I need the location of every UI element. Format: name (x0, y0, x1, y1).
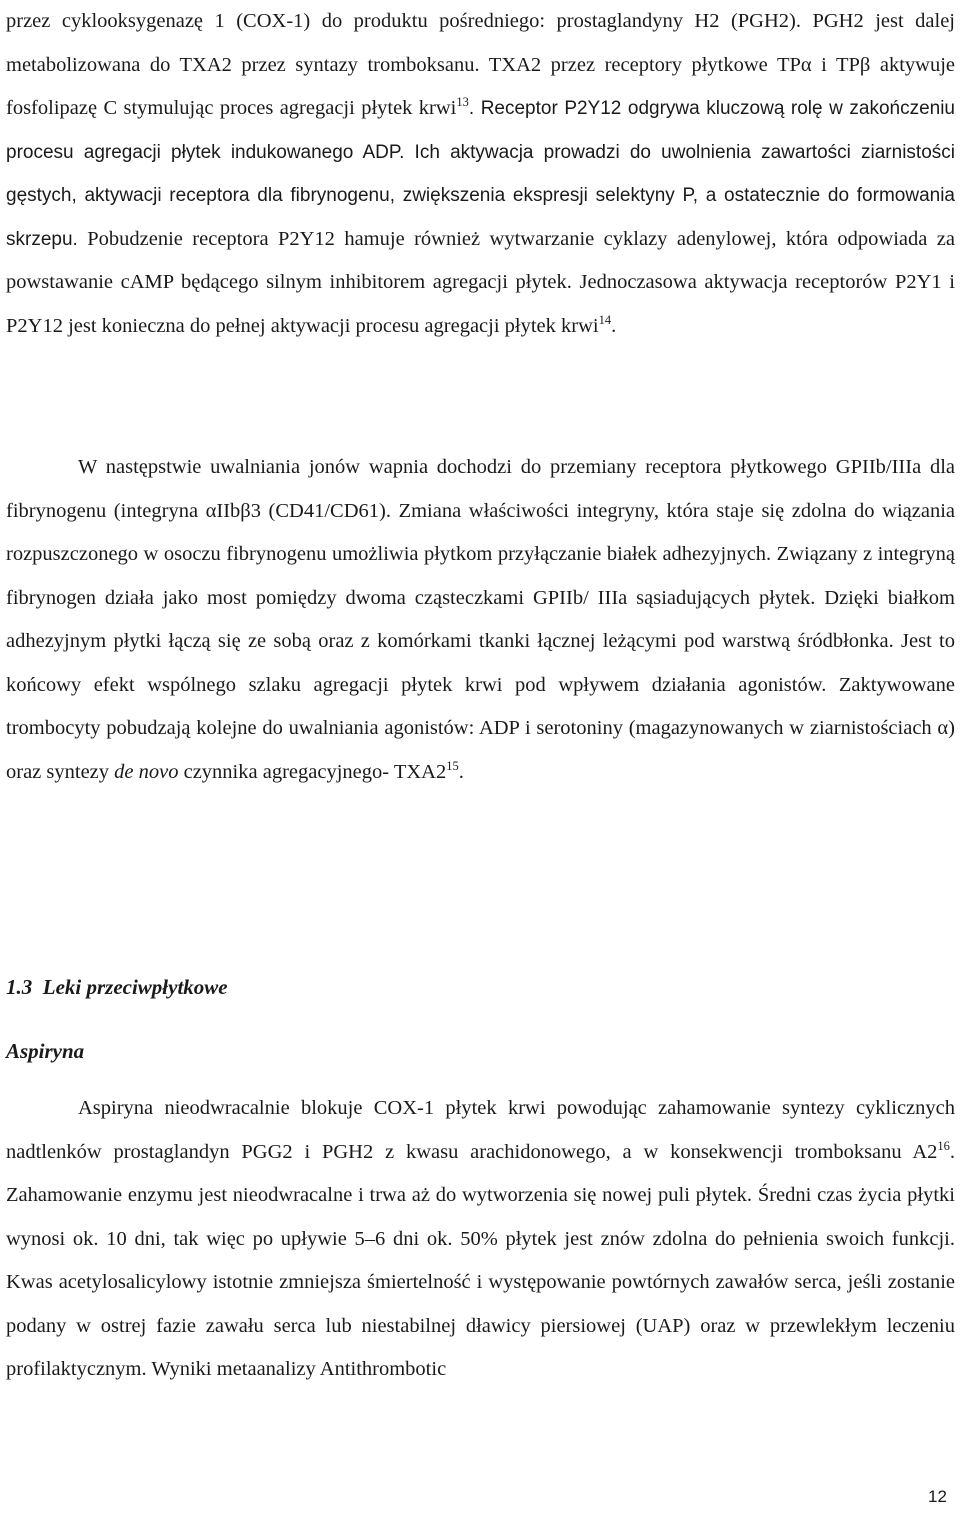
section-heading (6, 966, 228, 1009)
text-run: . Zahamowanie enzymu jest nieodwracalne i trwa aż do wytworzenia się nowej puli płytek. Średni czas życia płytki wynosi ok. 10 dni, tak więc po upływie 5–6 dni ok. 50% płytek jest znów zdolna do pełnienia swoich funkcji. Kwas acetylosalicylowy istotnie zmniejsza śmiertelność i występowanie powtórnych zawałów serca, jeśli zostanie podany w ostrej fazie zawału serca lub niestabilnej dławicy piersiowej (UAP) oraz w przewlekłym leczeniu profilaktycznym. Wyniki metaanalizy Antithrombotic (6, 1140, 955, 1380)
paragraph-platelet-activation (6, 0, 955, 348)
paragraph-aspirin (6, 1087, 955, 1392)
citation-ref: 14 (598, 312, 612, 327)
citation-ref: 13 (456, 95, 469, 109)
text-run: Ich aktywacja prowadzi do uwolnienia zawartości ziarnistości gęstych, aktywacji receptora dla fibrynogenu, zwiększenia ekspresji selektyny P, a ostatecznie do formowania skrzepu. (6, 141, 955, 250)
citation-ref: 16 (937, 1138, 950, 1153)
text-run: Aspiryna nieodwracalnie blokuje COX-1 płytek krwi powodując zahamowanie syntezy cyklicznych nadtlenków prostaglandyn PGG2 i PGH2 z kwasu arachidonowego, a w konsekwencji tromboksanu A2 (6, 1097, 955, 1163)
text-run: . (611, 314, 617, 337)
section-number: 1.3 (6, 975, 33, 999)
page-number: 12 (928, 1487, 947, 1506)
text-run: czynnika agregacyjnego- TXA2 (178, 760, 447, 783)
citation-ref: 15 (446, 758, 459, 773)
paragraph-integrin (6, 446, 955, 794)
text-run: przez cyklooksygenazę 1 (COX-1) do produktu pośredniego: prostaglandyny H2 (PGH2). PGH2 jest dalej metabolizowana do TXA2 przez syntazy tromboksanu. TXA2 przez receptory płytkowe TPα i TPβ aktywuje fosfolipazę C stymulując proces agregacji płytek krwi (6, 10, 955, 119)
text-run: . (458, 760, 464, 783)
italic-term: de novo (114, 760, 179, 783)
text-run: W następstwie uwalniania jonów wapnia dochodzi do przemiany receptora płytkowego GPIIb/IIIa dla fibrynogenu (integryna αIIbβ3 (CD41/CD61). Zmiana właściwości integryny, która staje się zdolna do wiązania rozpuszczonego w osoczu fibrynogenu umożliwia płytkom przyłączanie białek adhezyjnych. Związany z integryną fibrynogen działa jako most pomiędzy dwoma cząsteczkami GPIIb/ IIIa sąsiadujących płytek. Dzięki białkom adhezyjnym płytki łączą się ze sobą oraz z komórkami tkanki łącznej leżącymi pod warstwą śródbłonka. Jest to końcowy efekt wspólnego szlaku agregacji płytek krwi pod wpływem działania agonistów. Zaktywowane trombocyty pobudzają kolejne do uwalniania agonistów: ADP i serotoniny (magazynowanych w ziarnistościach α) oraz syntezy (6, 456, 955, 783)
text-run: . Receptor P2Y12 odgrywa kluczową rolę w zakończeniu procesu agregacji płytek indukowanego ADP. (6, 98, 955, 163)
section-title: Leki przeciwpłytkowe (42, 975, 228, 999)
text-run: Pobudzenie receptora P2Y12 hamuje również wytwarzanie cyklazy adenylowej, która odpowiada za powstawanie cAMP będącego silnym inhibitorem agregacji płytek. Jednoczasowa aktywacja receptorów P2Y1 i P2Y12 jest konieczna do pełnej aktywacji procesu agregacji płytek krwi (6, 227, 955, 337)
subsection-heading: Aspiryna (6, 1039, 85, 1063)
